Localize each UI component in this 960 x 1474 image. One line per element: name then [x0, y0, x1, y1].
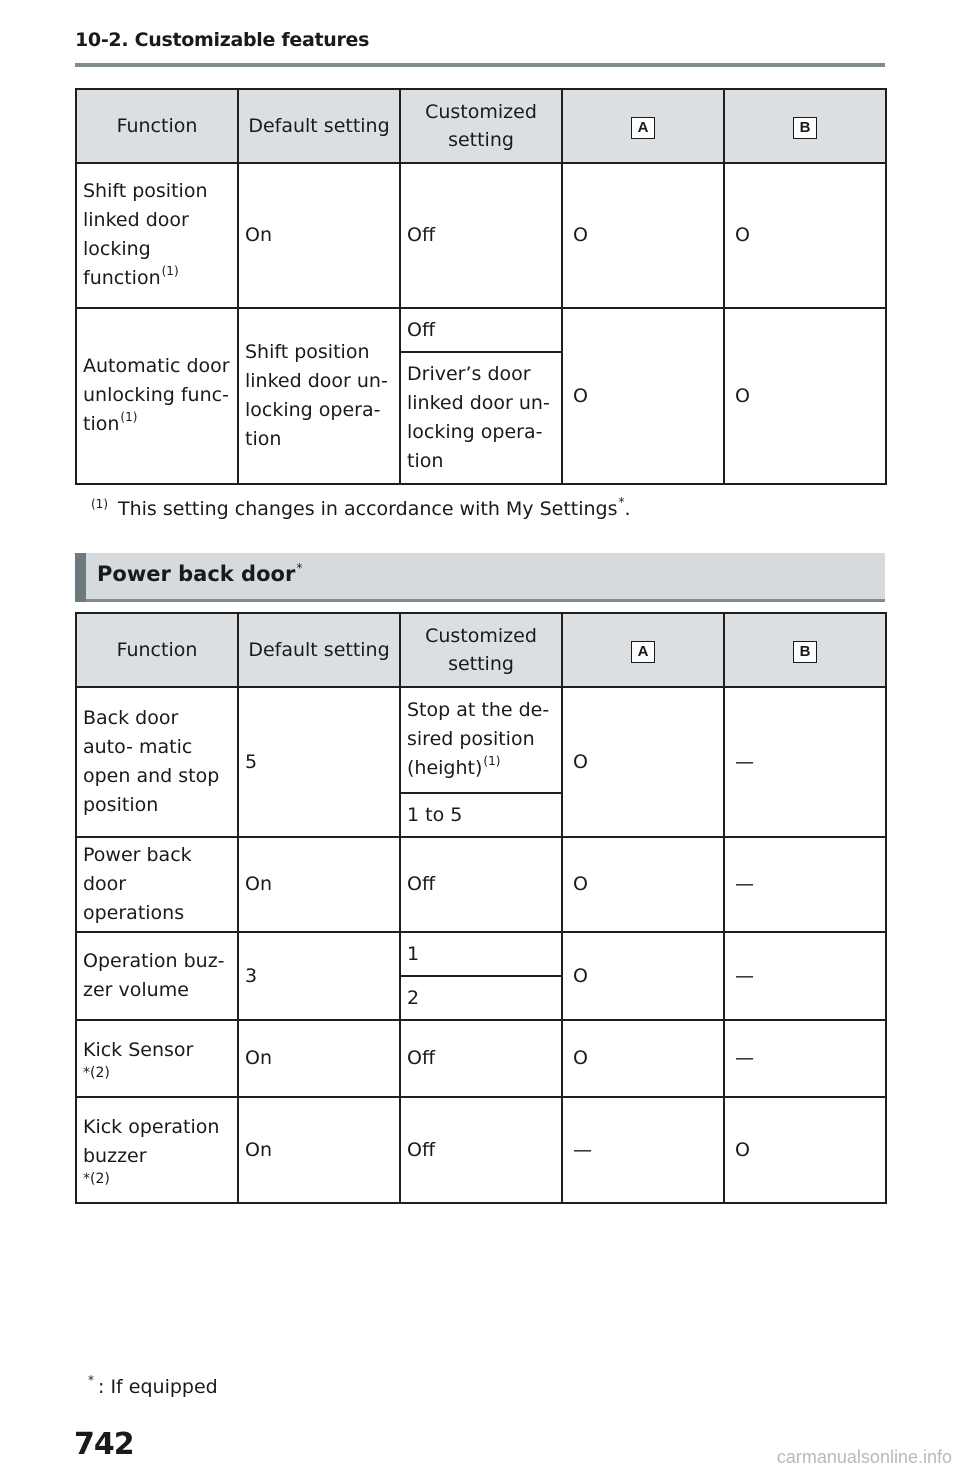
header-function: Function [76, 613, 238, 687]
cell-customized: Off [400, 163, 562, 308]
cell-a-mark: O [562, 837, 724, 932]
cell-customized: Off [400, 308, 562, 352]
footnote-end: . [624, 498, 631, 520]
cell-default: Shift position linked door un- locking opera- tion [238, 308, 400, 484]
footnote-text: This setting changes in accordance with My Settings [118, 498, 618, 520]
function-text: Shift position linked door locking function [83, 179, 208, 289]
equipped-note-ref: *(2) [83, 1065, 110, 1081]
section-accent [75, 553, 86, 602]
function-text: Automatic door unlocking func- tion [83, 354, 230, 435]
superscript-note: (1) [120, 409, 138, 424]
cell-function: Power back door operations [76, 837, 238, 932]
cell-function [76, 1020, 238, 1097]
cell-a-mark: O [562, 1020, 724, 1097]
cell-default: On [238, 837, 400, 932]
header-col-a [562, 613, 724, 687]
header-customized-setting: Customized setting [400, 613, 562, 687]
cell-b-mark: O [724, 1097, 886, 1203]
section-title-text: Power back door [97, 562, 296, 586]
cell-customized: 1 [400, 932, 562, 976]
cell-function: Back door auto- matic open and stop position [76, 687, 238, 837]
header-default-setting: Default setting [238, 613, 400, 687]
header-col-b [724, 613, 886, 687]
col-a-badge: A [631, 117, 655, 139]
col-a-badge: A [631, 641, 655, 663]
cell-b-mark: — [724, 1020, 886, 1097]
cell-customized: Driver’s door linked door un- locking opera- tion [400, 352, 562, 484]
page-number: 742 [74, 1427, 134, 1462]
cell-b-mark: O [724, 163, 886, 308]
cell-customized: Off [400, 837, 562, 932]
header-col-b [724, 89, 886, 163]
cell-a-mark: O [562, 687, 724, 837]
cell-default: On [238, 1097, 400, 1203]
cell-a-mark: O [562, 932, 724, 1020]
table-footnote [90, 495, 631, 520]
equipped-star: * [88, 1373, 94, 1387]
equipped-text: : If equipped [98, 1376, 218, 1398]
cell-customized [400, 687, 562, 793]
superscript-note: (1) [483, 753, 501, 768]
footnote-marker: (1) [91, 497, 108, 511]
cell-a-mark: O [562, 308, 724, 484]
cell-function [76, 163, 238, 308]
customized-text: Stop at the de- sired position (height) [407, 698, 550, 779]
cell-customized: 1 to 5 [400, 793, 562, 837]
equipped-note-ref: *(2) [83, 1171, 110, 1187]
settings-table-power-back-door [75, 612, 887, 1204]
cell-default: 5 [238, 687, 400, 837]
cell-function [76, 1097, 238, 1203]
cell-a-mark: — [562, 1097, 724, 1203]
footnote-star: * [618, 495, 625, 509]
col-b-badge: B [793, 117, 817, 139]
function-text: Kick Sensor [83, 1039, 194, 1061]
header-divider [75, 63, 885, 67]
header-default-setting: Default setting [238, 89, 400, 163]
col-b-badge: B [793, 641, 817, 663]
cell-default: 3 [238, 932, 400, 1020]
cell-customized: Off [400, 1097, 562, 1203]
cell-customized: 2 [400, 976, 562, 1020]
cell-b-mark: — [724, 932, 886, 1020]
cell-b-mark: O [724, 308, 886, 484]
function-text: Kick operation buzzer [83, 1116, 220, 1167]
cell-function: Operation buz- zer volume [76, 932, 238, 1020]
cell-function [76, 308, 238, 484]
settings-table-door-lock [75, 88, 887, 485]
section-header-title: 10-2. Customizable features [75, 29, 370, 51]
if-equipped-note [87, 1373, 218, 1398]
header-function: Function [76, 89, 238, 163]
cell-customized: Off [400, 1020, 562, 1097]
cell-b-mark: — [724, 837, 886, 932]
section-heading-bar [75, 553, 885, 602]
section-title-star: * [296, 561, 303, 575]
header-customized-setting: Customized setting [400, 89, 562, 163]
section-title [97, 562, 302, 586]
cell-default: On [238, 1020, 400, 1097]
header-col-a [562, 89, 724, 163]
superscript-note: (1) [161, 263, 179, 278]
watermark: carmanualsonline.info [776, 1447, 952, 1467]
cell-b-mark: — [724, 687, 886, 837]
cell-default: On [238, 163, 400, 308]
cell-a-mark: O [562, 163, 724, 308]
